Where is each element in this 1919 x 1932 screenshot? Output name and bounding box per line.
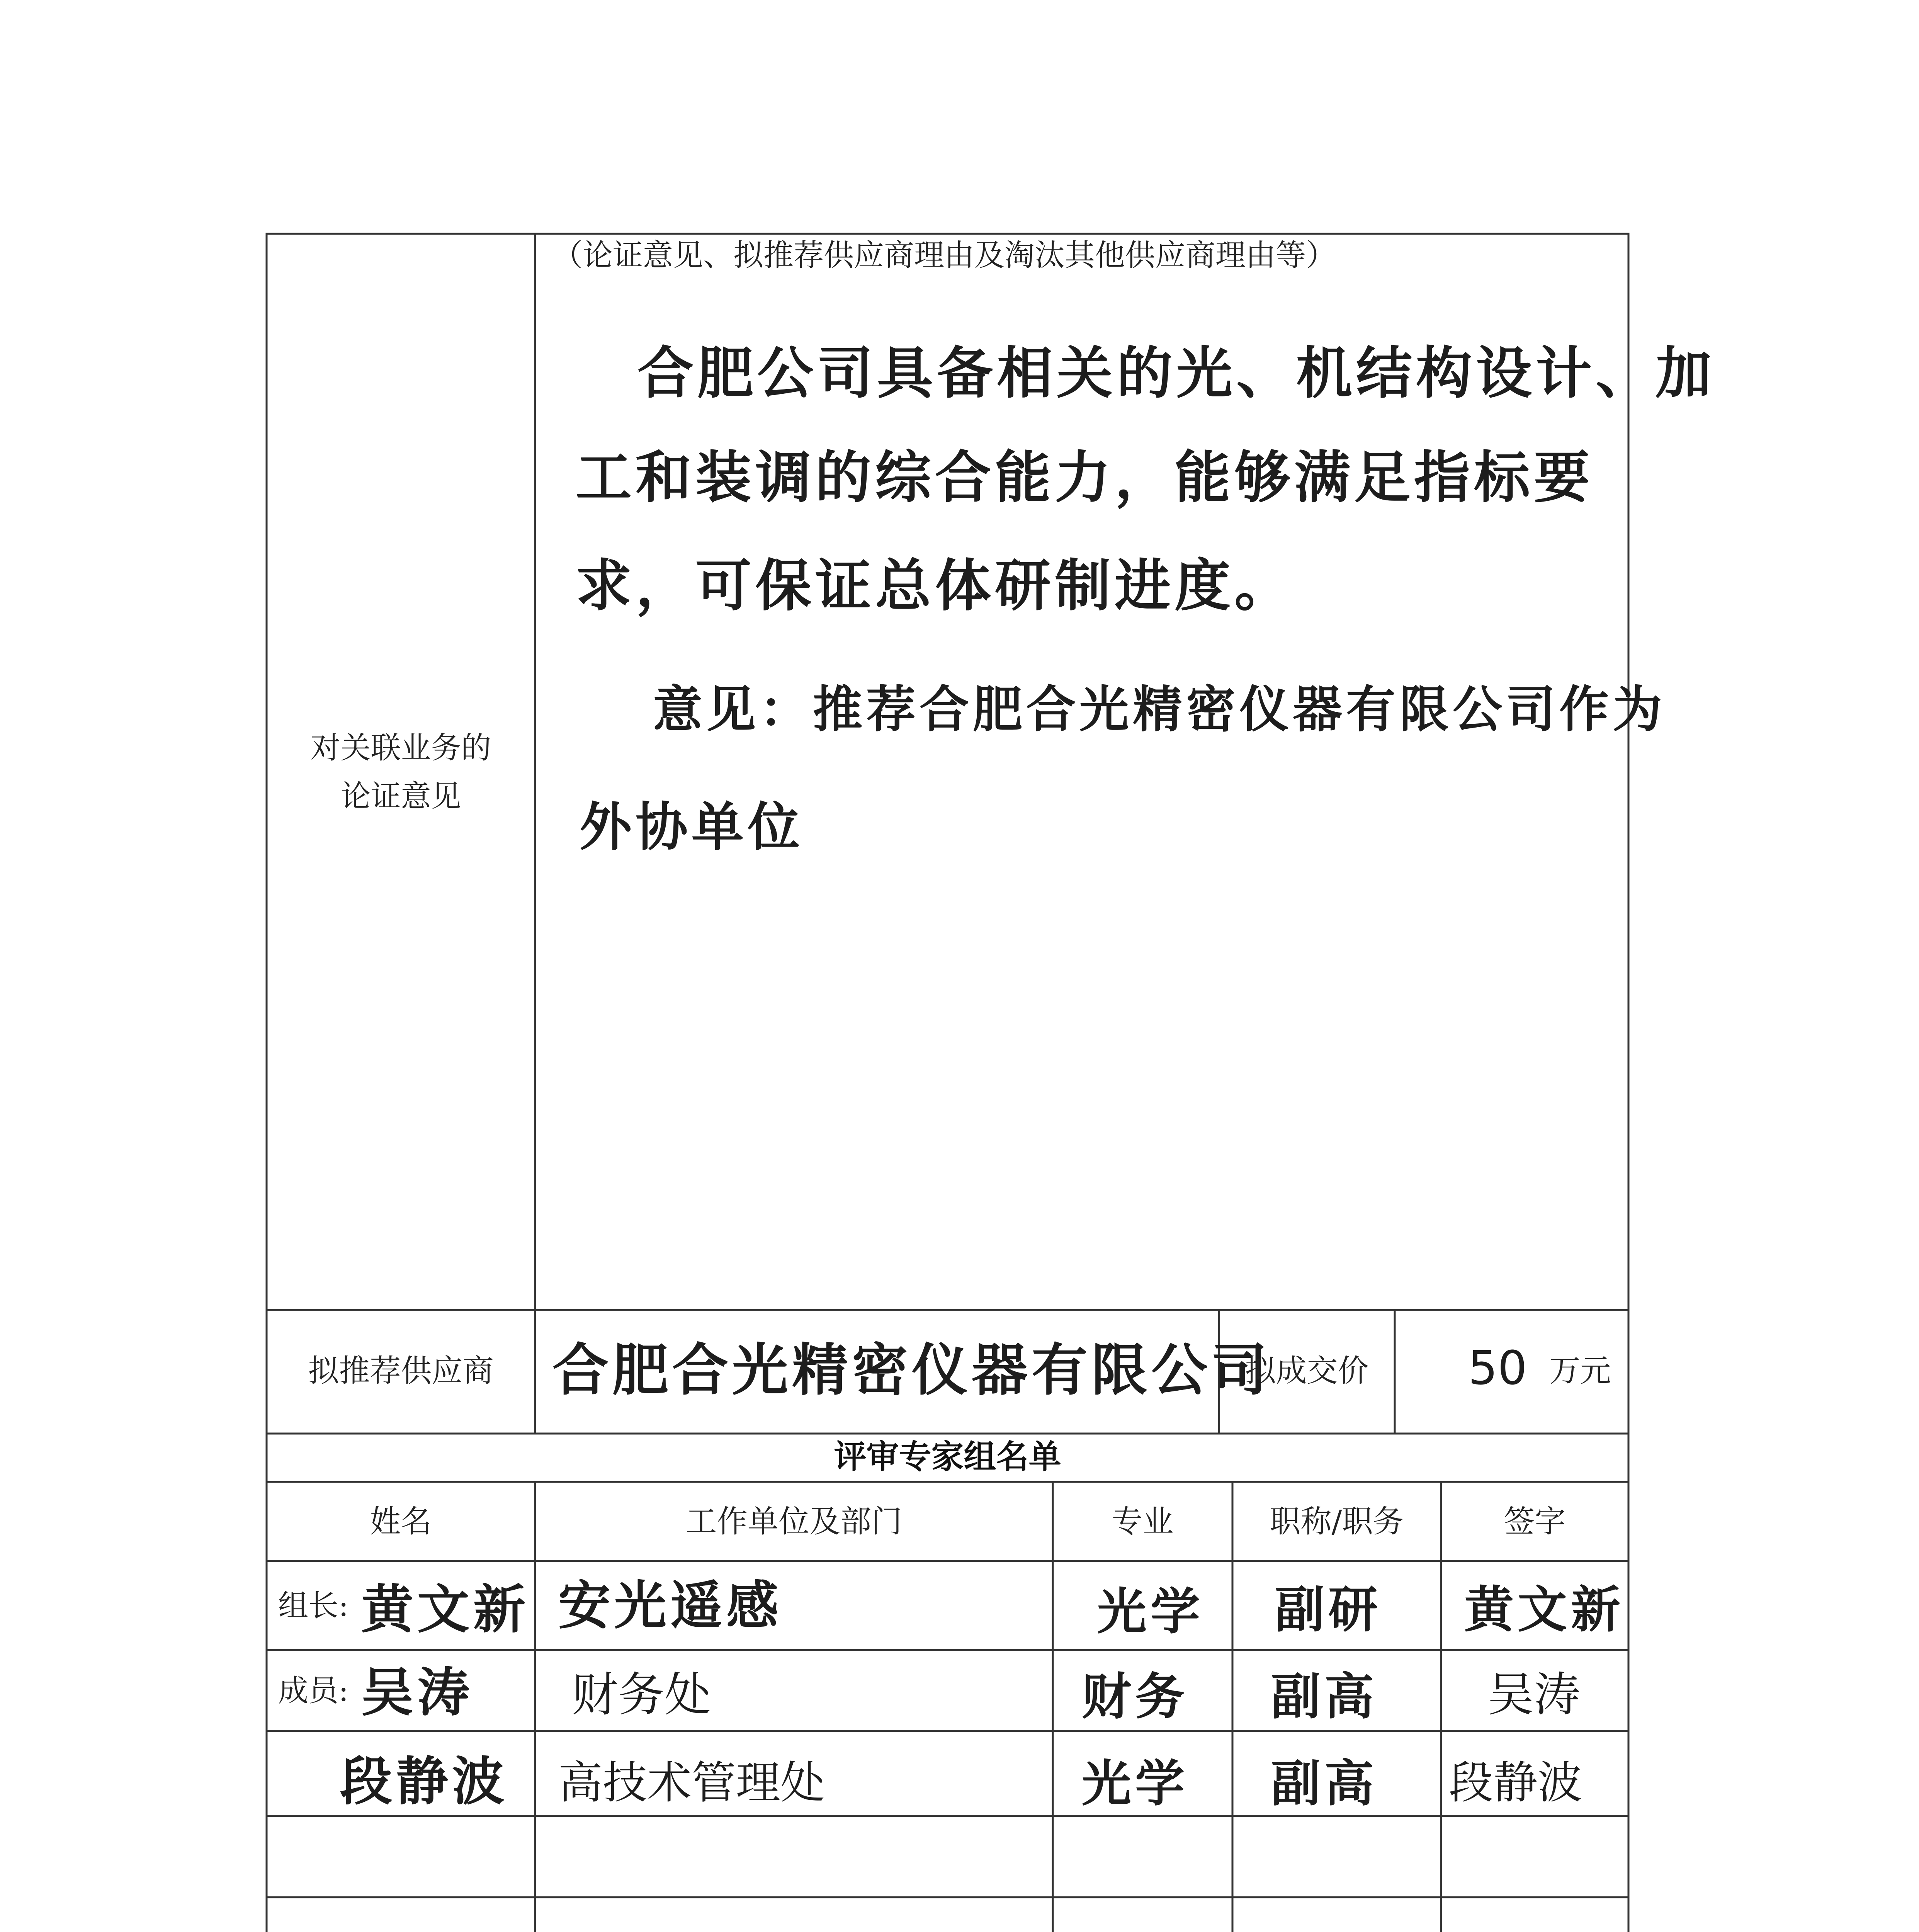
expert-title: 副高	[1271, 1755, 1378, 1813]
expert-title: 副高	[1271, 1668, 1378, 1726]
header-major: 专业	[1112, 1503, 1174, 1539]
header-unit: 工作单位及部门	[686, 1503, 902, 1539]
expert-signature: 段静波	[1449, 1757, 1582, 1809]
header-name: 姓名	[370, 1503, 432, 1539]
expert-role: 成员:	[278, 1673, 349, 1708]
supplier-value: 合肥合光精密仪器有限公司	[552, 1338, 1271, 1403]
argument-label-line2: 论证意见	[340, 779, 461, 814]
price-unit: 万元	[1549, 1353, 1611, 1389]
expert-unit: 安光遥感	[558, 1575, 782, 1636]
header-signature: 签字	[1504, 1503, 1566, 1539]
argument-body-line3: 求，可保证总体研制进度。	[576, 553, 1294, 619]
expert-unit: 高技术管理处	[558, 1757, 825, 1809]
expert-major: 光学	[1082, 1755, 1189, 1813]
argument-body-line1: 合肥公司具备相关的光、机结构设计、加	[637, 341, 1715, 406]
expert-major: 财务	[1082, 1668, 1189, 1726]
expert-signature: 黄文新	[1464, 1581, 1625, 1639]
argument-opinion-line1: 意见：推荐合肥合光精密仪器有限公司作为	[653, 681, 1666, 738]
argument-opinion-line2: 外协单位	[580, 797, 804, 857]
expert-signature: 吴涛	[1487, 1668, 1580, 1722]
expert-unit: 财务处	[572, 1668, 711, 1722]
experts-title: 评审专家组名单	[834, 1438, 1061, 1476]
header-title: 职称/职务	[1270, 1503, 1404, 1539]
expert-name: 吴涛	[361, 1662, 473, 1723]
supplier-label: 拟推荐供应商	[308, 1353, 494, 1389]
argument-body-line2: 工和装调的综合能力，能够满足指标要	[576, 445, 1594, 510]
expert-role: 组长:	[278, 1588, 349, 1623]
price-value: 50	[1468, 1342, 1527, 1395]
expert-name: 黄文新	[361, 1579, 529, 1640]
expert-major: 光学	[1097, 1583, 1204, 1641]
argument-label-line1: 对关联业务的	[310, 731, 491, 765]
expert-name: 段静波	[340, 1751, 508, 1812]
expert-title: 副研	[1275, 1581, 1382, 1639]
price-label: 拟成交价	[1245, 1353, 1369, 1389]
argument-hint: （论证意见、拟推荐供应商理由及淘汰其他供应商理由等）	[552, 238, 1336, 273]
